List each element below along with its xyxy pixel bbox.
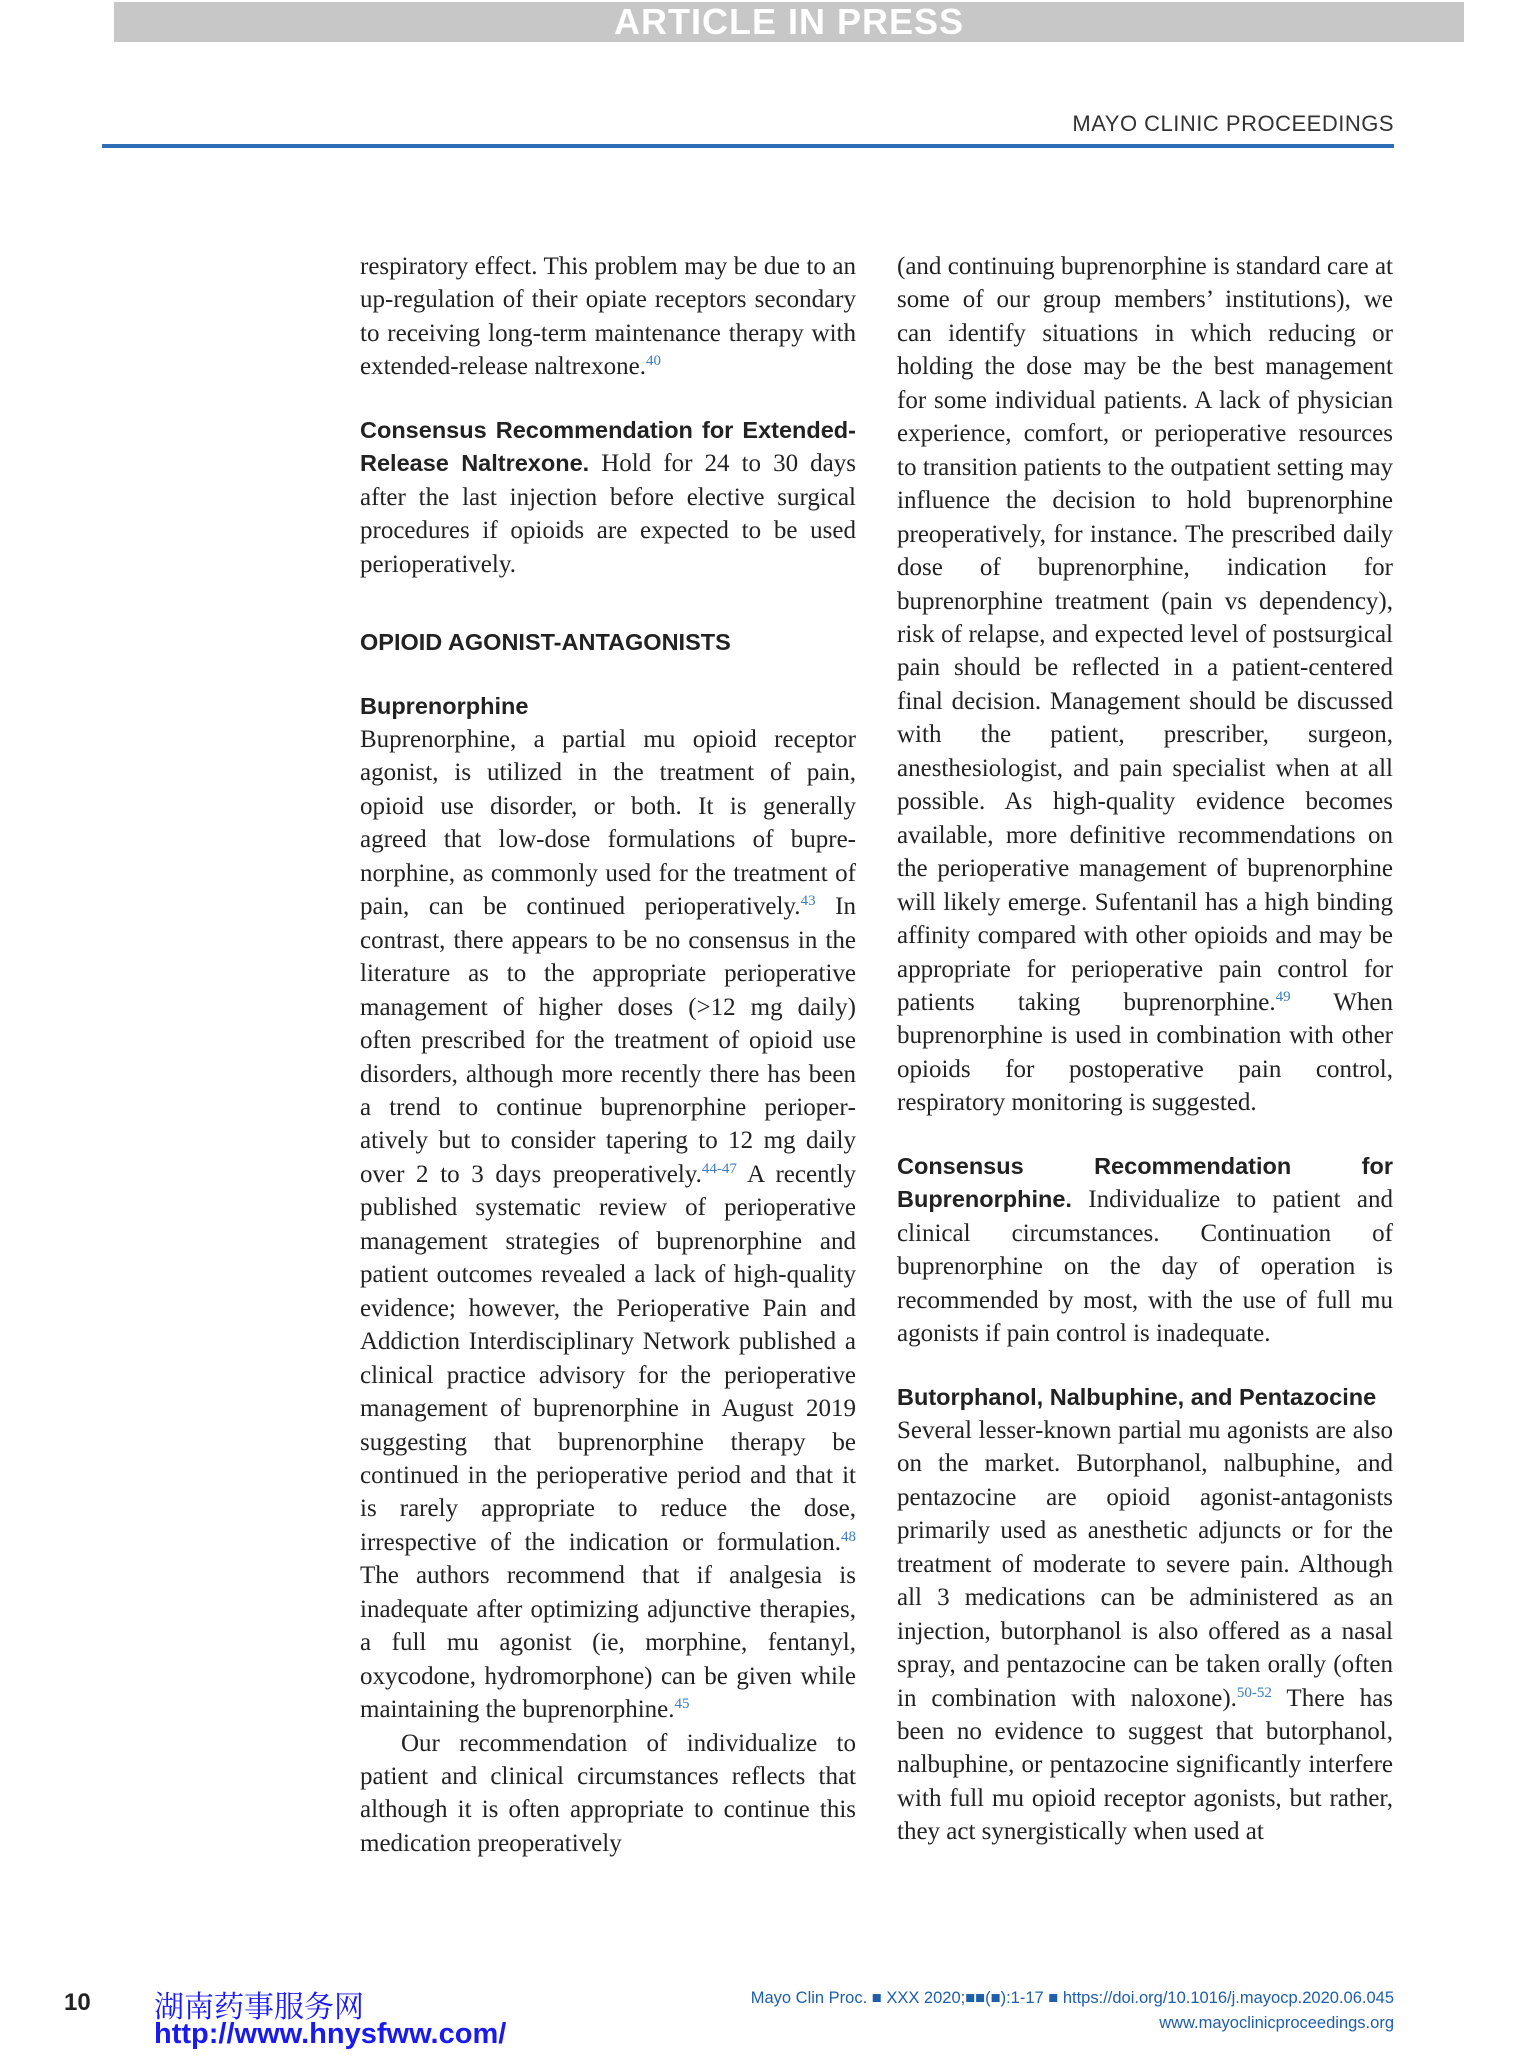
paragraph-buprenorphine: Buprenorphine, a partial mu opioid receptor agonist, is utilized in the treatment of pain, opioid use disorder, or both. It is generally agreed that low-dose formulations of buprenorphine, as commonly used for the treatment of pain, can be continued perioperatively.$^{43}$ In contrast, there appears to be no consensus in the literature as to the appropriate perioperative management of higher doses (>12 mg daily) often prescribed for the treatment of opioid use disorders, although more recently there has been a trend to continue buprenorphine perioperatively but to consider tapering to 12 mg daily over 2 to 3 days preoperatively.$^{44-47}$ A recently published systematic review of perioperative management strategies of buprenorphine and patient outcomes revealed a lack of high-quality evidence; however, the Perioperative Pain and Addiction Interdisciplinary Network published a clinical practice advisory for the perioperative management of buprenorphine in August 2019 suggesting that buprenorphine therapy be continued in the perioperative period and that it is rarely appropriate to reduce the dose, irrespective of the indication or formulation.$^{48}$ The authors recommend that if analgesia is inadequate after optimizing adjunctive therapies, a full mu agonist (ie, morphine, fentanyl, oxycodone, hydromorphone) can be given while maintaining the buprenorphine.$^{45}$ [360, 725, 857, 1724]
section-heading: OPIOID AGONIST-ANTAGONISTS [360, 629, 731, 656]
paragraph-buprenorphine-continued: (and continuing buprenorphine is standard care at some of our group members’ institutions), we can identify situations in which reducing or holding the dose may be the best management for some individual patients. A lack of physician experience, comfort, or perioperative resources to transition patients to the outpatient setting may influence the decision to hold buprenorphine preoperatively, for instance. The prescribed daily dose of buprenorphine, indication for buprenorphine treatment (pain vs dependency), risk of relapse, and expected level of postsurgical pain should be reflected in a patient-centered final decision. Management should be discussed with the patient, prescriber, surgeon, anesthesiologist, and pain specialist when at all possible. As high-quality evidence becomes available, more definitive recommendations on the perioperative management of buprenorphine will likely emerge. Sufentanil has a high binding affinity compared with other opioids and may be appropriate for perioperative pain control for patients taking buprenorphine.$^{49}$ When buprenorphine is used in combination with other opioids for postoperative pain control, respiratory monitoring is suggested. [897, 253, 1393, 1117]
citation-ref[interactable]: 48 [841, 1528, 856, 1545]
paragraph-recommendation-rationale: Our recommendation of individualize to patient and clinical circumstances reflects that although it is often appropriate to continue this medication preoperatively [360, 1729, 856, 1857]
paragraph-agonist-antagonists: Several lesser-known partial mu agonists are also on the market. Butorphanol, nalbuphine, and pentazocine are opioid agonist-antagonists primarily used as anesthetic adjuncts or for the treatment of moderate to severe pain. Although all 3 medications can be administered as an injection, butorphanol is also offered as a nasal spray, and pentazocine can be taken orally (often in combination with naloxone).$^{50-52}$ There has been no evidence to suggest that butorphanol, nalbuphine, or pentazocine significantly interfere with full mu opioid receptor agonists, but rather, they act synergistically when used at [897, 1416, 1393, 1846]
article-in-press-banner: ARTICLE IN PRESS [114, 2, 1464, 42]
recommendation-naltrexone: Consensus Recommendation for Extended-Release Naltrexone. Hold for 24 to 30 days after the last injection before elective surgical procedures if opioids are expected to be used perioperatively. [360, 416, 856, 578]
citation-ref[interactable]: 44-47 [701, 1160, 737, 1177]
recommendation-heading: Consensus Recommendation for Buprenorphine. [897, 1152, 1393, 1213]
citation-ref[interactable]: 40 [645, 353, 661, 370]
recommendation-buprenorphine: Consensus Recommendation for Buprenorphine. Individualize to patient and clinical circumstances. Continuation of buprenorphine on the day of operation is recommended by most, with the use of full mu agonists if pain control is inadequate. [897, 1152, 1393, 1348]
citation-ref[interactable]: 45 [674, 1696, 690, 1713]
watermark-url[interactable]: http://www.hnysfww.com/ [154, 2018, 507, 2050]
citation-ref[interactable]: 43 [800, 893, 816, 910]
citation-ref[interactable]: 50-52 [1236, 1684, 1272, 1701]
left-column [360, 250, 856, 1860]
citation-ref[interactable]: 49 [1275, 988, 1291, 1005]
journal-running-head: MAYO CLINIC PROCEEDINGS [1072, 111, 1394, 136]
subheading-agonist-antagonists: Butorphanol, Nalbuphine, and Pentazocine [897, 1383, 1377, 1410]
recommendation-heading: Consensus Recommendation for Extended-Release Naltrexone. [360, 416, 856, 477]
footer-website[interactable]: www.mayoclinicproceedings.org [1159, 2014, 1394, 2032]
page-number: 10 [64, 1989, 91, 2016]
right-column [897, 250, 1393, 1849]
header-rule [102, 144, 1394, 148]
watermark-text: 湖南药事服务网 [154, 1990, 364, 2025]
paragraph-naltrexone-effect: respiratory effect. This problem may be due to an up-regulation of their opiate receptors secondary to receiving long-term maintenance therapy with extended-release naltrexone.$^{40}$ [360, 253, 856, 381]
subheading-buprenorphine: Buprenorphine [360, 692, 529, 719]
footer-citation[interactable]: Mayo Clin Proc. ■ XXX 2020;■■(■):1-17 ■ https://doi.org/10.1016/j.mayocp.2020.06.045 [750, 1989, 1394, 2007]
